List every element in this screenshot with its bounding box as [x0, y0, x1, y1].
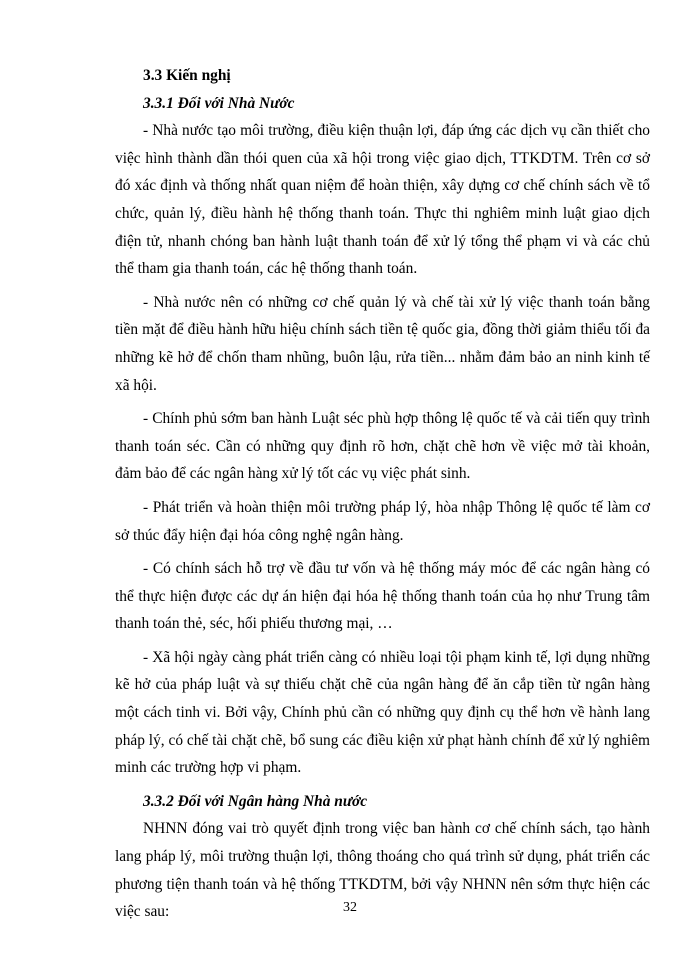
- paragraph: - Phát triển và hoàn thiện môi trường pháp lý, hòa nhập Thông lệ quốc tế làm cơ sở thúc đẩy hiện đại hóa công nghệ ngân hàng.: [115, 498, 650, 544]
- section-heading: 3.3 Kiến nghị: [143, 67, 231, 84]
- paragraph: - Chính phủ sớm ban hành Luật séc phù hợp thông lệ quốc tế và cải tiến quy trình thanh toán séc. Cần có những quy định rõ hơn, chặt chẽ hơn về việc mở tài khoản, đảm bảo để các ngân hàng xử lý tốt các vụ việc phát sinh.: [115, 410, 650, 483]
- paragraph: - Nhà nước nên có những cơ chế quản lý và chế tài xử lý việc thanh toán bằng tiền mặt để điều hành hữu hiệu chính sách tiền tệ quốc gia, đồng thời giảm thiểu tối đa những kẽ hở để chốn tham nhũng, buôn lậu, rửa tiền... nhằm đảm bảo an ninh kinh tế xã hội.: [115, 293, 650, 394]
- subsection-heading-state-bank: 3.3.2 Đối với Ngân hàng Nhà nước: [143, 792, 368, 810]
- subsection-heading-state: 3.3.1 Đối với Nhà Nước: [143, 94, 295, 112]
- paragraph: - Có chính sách hỗ trợ về đầu tư vốn và hệ thống máy móc để các ngân hàng có thể thực hiện được các dự án hiện đại hóa hệ thống thanh toán của họ như Trung tâm thanh toán thẻ, séc, hối phiếu thương mại, …: [115, 560, 650, 633]
- page-content: [115, 62, 650, 932]
- paragraph: - Nhà nước tạo môi trường, điều kiện thuận lợi, đáp ứng các dịch vụ cần thiết cho việc hình thành dần thói quen của xã hội trong việc giao dịch, TTKDTM. Trên cơ sở đó xác định và thống nhất quan niệm để hoàn thiện, xây dựng cơ chế chính sách về tổ chức, quản lý, điều hành hệ thống thanh toán. Thực thi nghiêm minh luật giao dịch điện tử, nhanh chóng ban hành luật thanh toán để xử lý tổng thể phạm vi và các chủ thể tham gia thanh toán, các hệ thống thanh toán.: [115, 122, 650, 278]
- paragraph: - Xã hội ngày càng phát triển càng có nhiều loại tội phạm kinh tế, lợi dụng những kẽ hở của pháp luật và sự thiếu chặt chẽ của ngân hàng để ăn cắp tiền từ ngân hàng một cách tinh vi. Bởi vậy, Chính phủ cần có những quy định cụ thể hơn về hành lang pháp lý, có chế tài chặt chẽ, bổ sung các điều kiện xử phạt hành chính để xử lý nghiêm minh các trường hợp vi phạm.: [115, 648, 650, 777]
- page-number: 32: [343, 900, 357, 915]
- paragraph: NHNN đóng vai trò quyết định trong việc ban hành cơ chế chính sách, tạo hành lang pháp lý, môi trường thuận lợi, thông thoáng cho quá trình sử dụng, phát triển các phương tiện thanh toán và hệ thống TTKDTM, bởi vậy NHNN nên sớm thực hiện các việc sau:: [115, 820, 650, 921]
